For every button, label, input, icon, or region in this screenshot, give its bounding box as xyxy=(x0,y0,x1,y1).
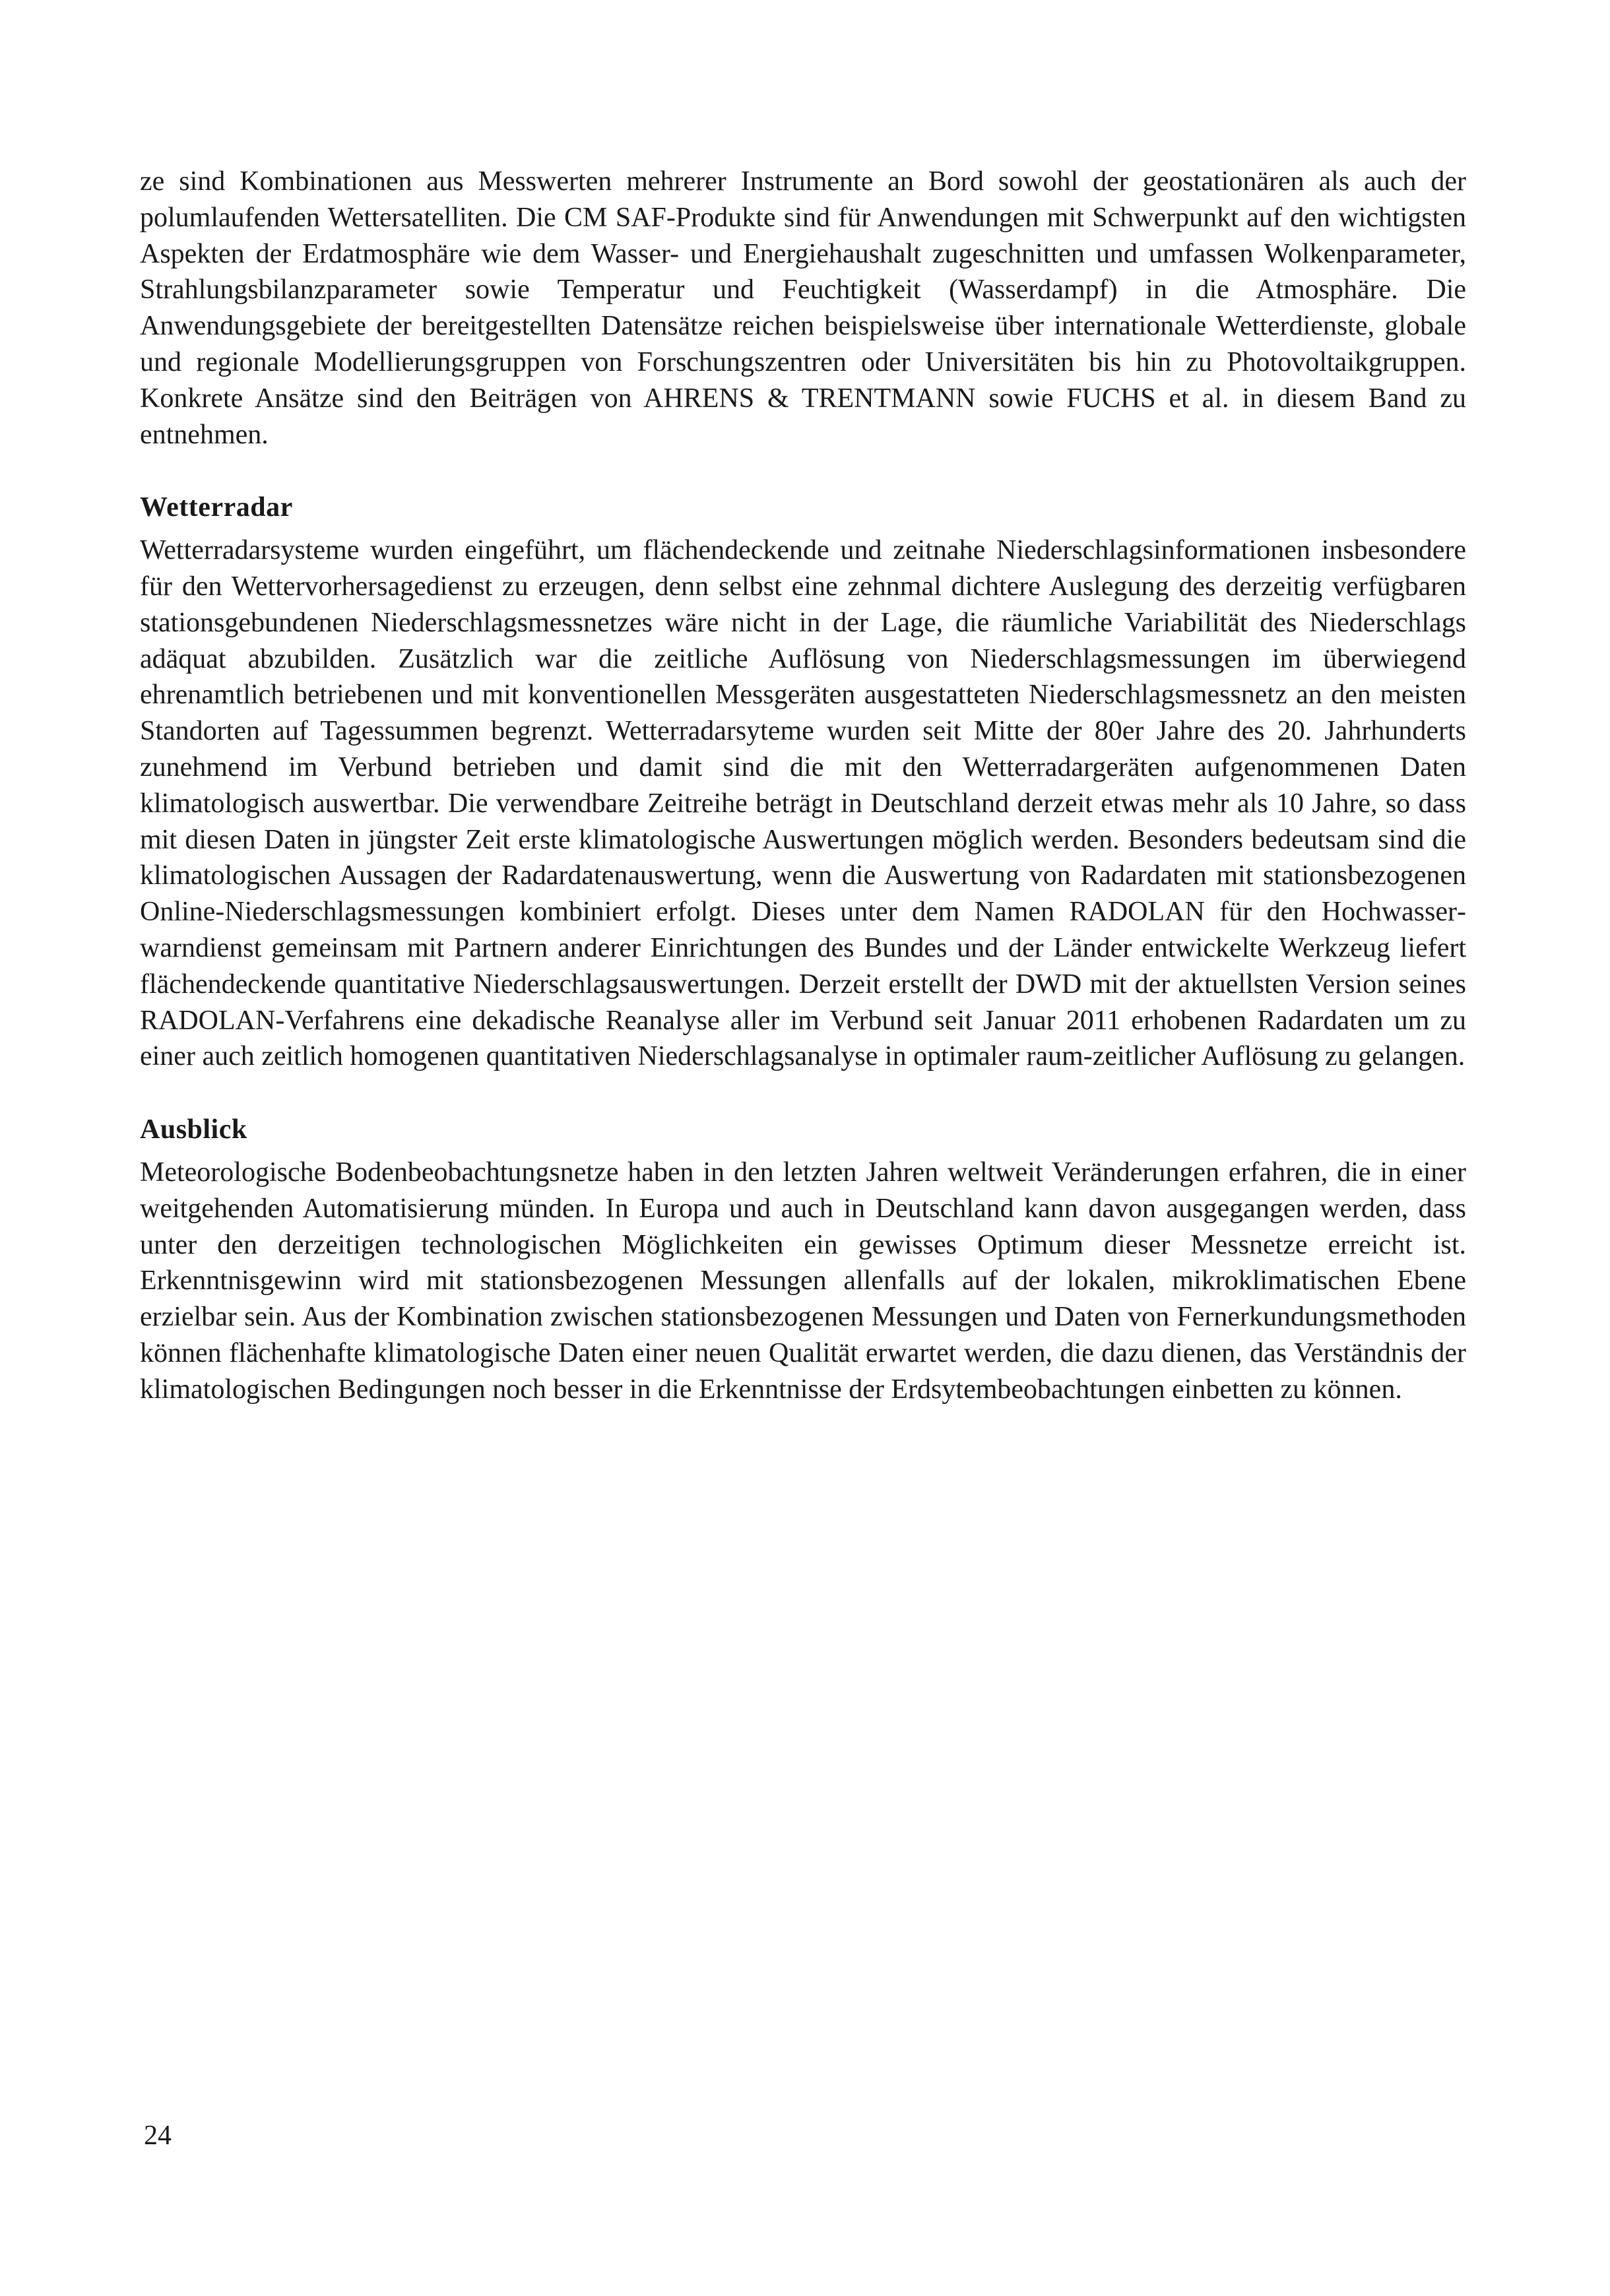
paragraph-ausblick: Meteorologische Bodenbeobachtungsnetze haben in den letzten Jahren weltweit Veränderungen erfahren, die in einer weitgehenden Automatisierung münden. In Europa und auch in Deutschland kann davon ausgegangen werden, dass unter den derzeitigen technologischen Möglichkeiten ein gewisses Optimum dieser Messnetze erreicht ist. Erkenntnisgewinn wird mit stationsbezogenen Messungen allenfalls auf der lokalen, mikroklimatischen Ebene erzielbar sein. Aus der Kombination zwischen stationsbezogenen Messungen und Daten von Fernerkundungsmethoden können flächenhafte klimatologische Daten einer neuen Qualität erwartet werden, die dazu dienen, das Verständnis der klimatologischen Bedingungen noch besser in die Erkenntnisse der Erdsytembeobachtungen einbetten zu können. xyxy=(140,1157,1466,1405)
section-heading-ausblick: Ausblick xyxy=(140,1114,247,1145)
document-page xyxy=(140,164,1466,1408)
paragraph-wetterradar: Wetterradarsysteme wurden eingeführt, um flächendeckende und zeitnahe Niederschlagsinformationen insbesondere für den Wettervorhersagedienst zu erzeugen, denn selbst eine zehnmal dichtere Auslegung des derzeitig verfügbaren stationsgebundenen Niederschlagsmessnetzes wäre nicht in der Lage, die räumliche Variabilität des Niederschlags adäquat abzubilden. Zusätzlich war die zeitliche Auflösung von Niederschlagsmessungen im überwiegend ehrenamtlich betriebenen und mit konventionellen Messgeräten ausgestatteten Niederschlagsmessnetz an den meisten Standorten auf Tagessummen begrenzt. Wetterradarsyteme wurden seit Mitte der 80er Jahre des 20. Jahrhunderts zunehmend im Verbund betrieben und damit sind die mit den Wetterradargeräten aufgenommenen Daten klimatologisch auswertbar. Die verwendbare Zeitreihe beträgt in Deutschland derzeit etwas mehr als 10 Jahre, so dass mit diesen Daten in jüngster Zeit erste klimatologische Auswertungen möglich werden. Besonders bedeutsam sind die klimatologischen Aussagen der Radardatenauswertung, wenn die Auswertung von Radardaten mit stationsbezogenen Online-Niederschlagsmessungen kombiniert erfolgt. Dieses unter dem Namen RADOLAN für den Hochwasserwarndienst gemeinsam mit Partnern anderer Einrichtungen des Bundes und der Länder entwickelte Werkzeug liefert flächendeckende quantitative Niederschlagsauswertungen. Derzeit erstellt der DWD mit der aktuellsten Version seines RADOLAN-Verfahrens eine dekadische Reanalyse aller im Verbund seit Januar 2011 erhobenen Radardaten um zu einer auch zeitlich homogenen quantitativen Niederschlagsanalyse in optimaler raum-zeitlicher Auflösung zu gelangen. xyxy=(140,535,1466,1072)
paragraph-intro: ze sind Kombinationen aus Messwerten mehrerer Instrumente an Bord sowohl der geostationären als auch der polumlaufenden Wettersatelliten. Die CM SAF-Produkte sind für Anwendungen mit Schwerpunkt auf den wichtigsten Aspekten der Erdatmosphäre wie dem Wasser- und Energiehaushalt zugeschnitten und umfassen Wolkenparameter, Strahlungsbilanzparameter sowie Temperatur und Feuchtigkeit (Wasserdampf) in die Atmosphäre. Die Anwendungsgebiete der bereitgestellten Datensätze reichen beispielsweise über internationale Wetterdienste, globale und regionale Modellierungsgruppen von Forschungszentren oder Universitäten bis hin zu Photovoltaikgruppen. Konkrete Ansätze sind den Beiträgen von AHRENS & TRENTMANN sowie FUCHS et al. in diesem Band zu entnehmen. xyxy=(140,166,1466,450)
section-heading-wetterradar: Wetterradar xyxy=(140,492,293,523)
page-number: 24 xyxy=(144,2121,172,2151)
